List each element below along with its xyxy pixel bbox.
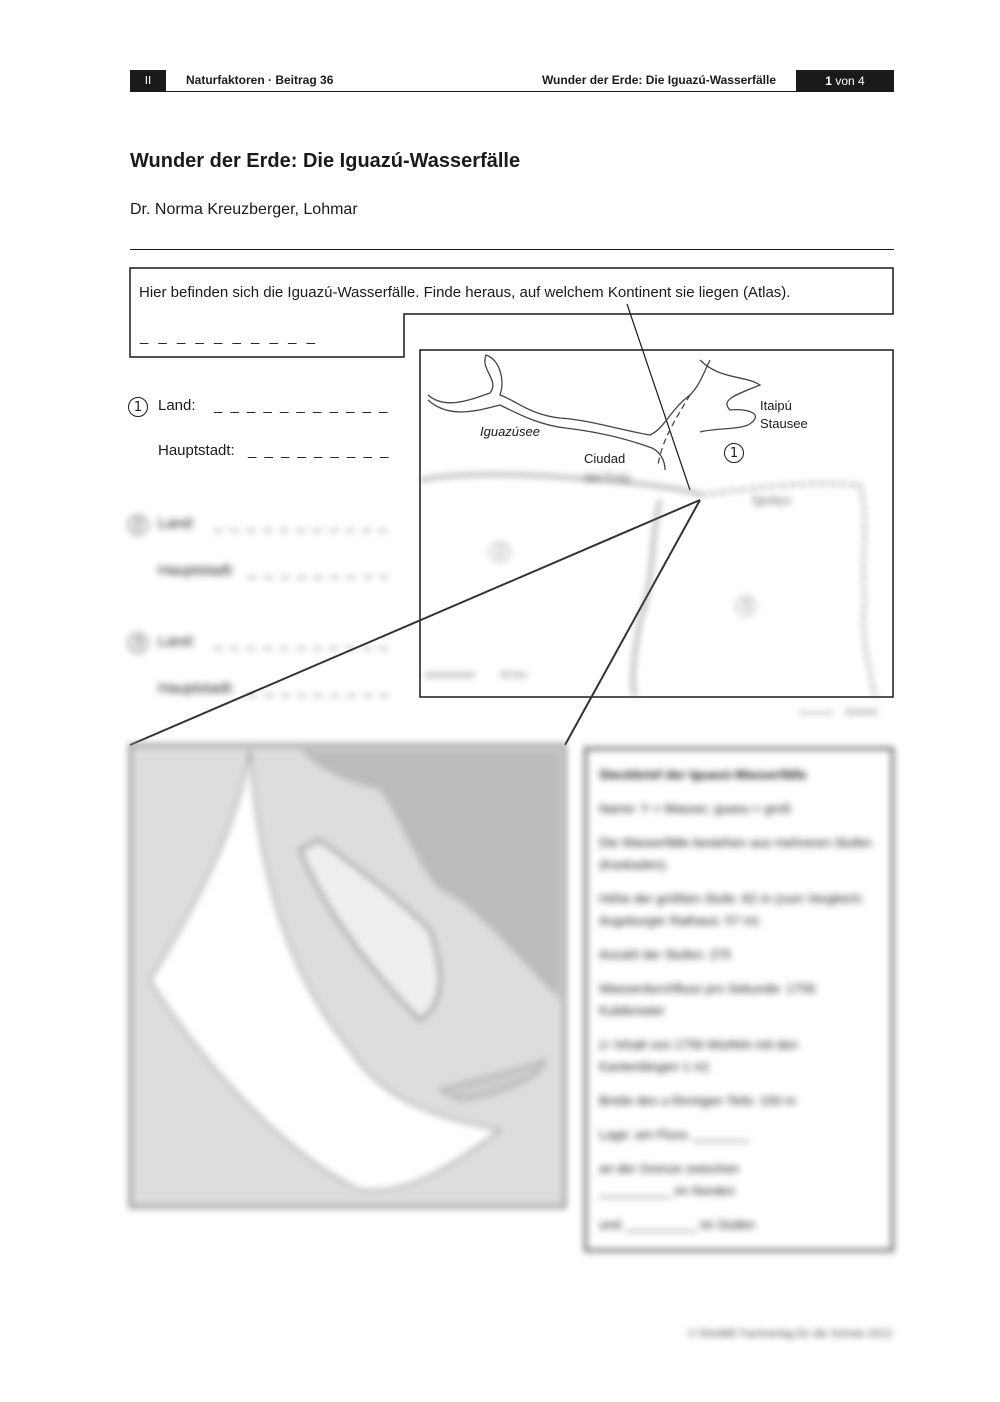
fact-line: Wasserdurchfluss pro Sekunde: 1756 Kubikmeter xyxy=(599,981,816,1018)
capital-blank[interactable]: _ _ _ _ _ _ _ _ _ xyxy=(248,442,391,459)
fact-line: Anzahl der Stufen: 275 xyxy=(599,947,732,962)
map-marker-2: 2 xyxy=(490,542,510,562)
map-scale: 40 km xyxy=(500,670,528,681)
page-current: 1 xyxy=(825,74,832,88)
fact-line: Breite des u-förmigen Teils: 150 m xyxy=(599,1093,797,1108)
fact-box xyxy=(584,747,894,1252)
capital-label: Hauptstadt: xyxy=(158,442,235,459)
author: Dr. Norma Kreuzberger, Lohmar xyxy=(130,201,358,218)
question-number: 2 xyxy=(128,515,148,535)
page-title: Wunder der Erde: Die Iguazú-Wasserfälle xyxy=(130,150,521,172)
map-legend-grenze: Grenze xyxy=(845,707,878,718)
map-label-itaipu: Itaipú xyxy=(760,398,792,413)
land-label: Land: xyxy=(158,633,196,650)
question-number: 3 xyxy=(128,633,148,653)
fact-line[interactable]: und __________ im Süden xyxy=(599,1217,756,1232)
fact-line: an der Grenze zwischen xyxy=(599,1161,740,1176)
fact-line: Die Wasserfälle bestehen aus mehreren Stufen (Kaskaden). xyxy=(599,835,872,872)
capital-blank[interactable]: _ _ _ _ _ _ _ _ _ xyxy=(248,680,391,697)
page-total: von 4 xyxy=(835,74,865,88)
fact-line: Höhe der größten Stufe: 82 m (zum Vergleich: Augsburger Rathaus: 57 m) xyxy=(599,891,865,928)
copyright-footer: © RAABE Fachverlag für die Schule 2013 xyxy=(688,1328,892,1340)
map-label-ciudad: Ciudad xyxy=(584,451,626,466)
map-marker-1: 1 xyxy=(724,443,744,463)
fact-line[interactable]: __________ im Norden xyxy=(599,1183,735,1198)
capital-label: Hauptstadt: xyxy=(158,680,235,697)
land-label: Land: xyxy=(158,397,196,414)
map-label-stausee: Stausee xyxy=(760,416,808,431)
capital-label: Hauptstadt: xyxy=(158,562,235,579)
map-label-iguacu: Iguaçu xyxy=(752,492,792,507)
fact-line[interactable]: Lage: am Fluss ________ xyxy=(599,1127,750,1142)
land-blank[interactable]: _ _ _ _ _ _ _ _ _ _ _ xyxy=(214,633,390,650)
land-label: Land: xyxy=(158,515,196,532)
fact-line: Name: Y = Wasser, guasu = groß xyxy=(599,801,791,816)
fact-line: (= Inhalt von 1756 Würfeln mit den Kantenlängen 1 m) xyxy=(599,1037,799,1074)
map-label-iguazusee: Iguazúsee xyxy=(480,424,540,439)
capital-blank[interactable]: _ _ _ _ _ _ _ _ _ xyxy=(248,562,391,579)
land-blank[interactable]: _ _ _ _ _ _ _ _ _ _ _ xyxy=(214,397,390,414)
series-label: Naturfaktoren · Beitrag 36 xyxy=(186,73,334,87)
task-text: Hier befinden sich die Iguazú-Wasserfälle. Finde heraus, auf welchem Kontinent sie liegen (Atlas). xyxy=(139,284,791,301)
map-marker-3: 3 xyxy=(736,596,756,616)
section-mark: II xyxy=(130,70,166,92)
continent-answer[interactable]: _ _ _ _ _ _ _ _ _ _ xyxy=(140,328,318,345)
question-number: 1 xyxy=(128,397,148,417)
map-label-ciudad2: del Este xyxy=(584,470,631,485)
land-blank[interactable]: _ _ _ _ _ _ _ _ _ _ _ xyxy=(214,515,390,532)
header-title: Wunder der Erde: Die Iguazú-Wasserfälle xyxy=(541,73,776,87)
fact-box-title: Steckbrief der Iguazú-Wasserfälle xyxy=(599,767,807,782)
